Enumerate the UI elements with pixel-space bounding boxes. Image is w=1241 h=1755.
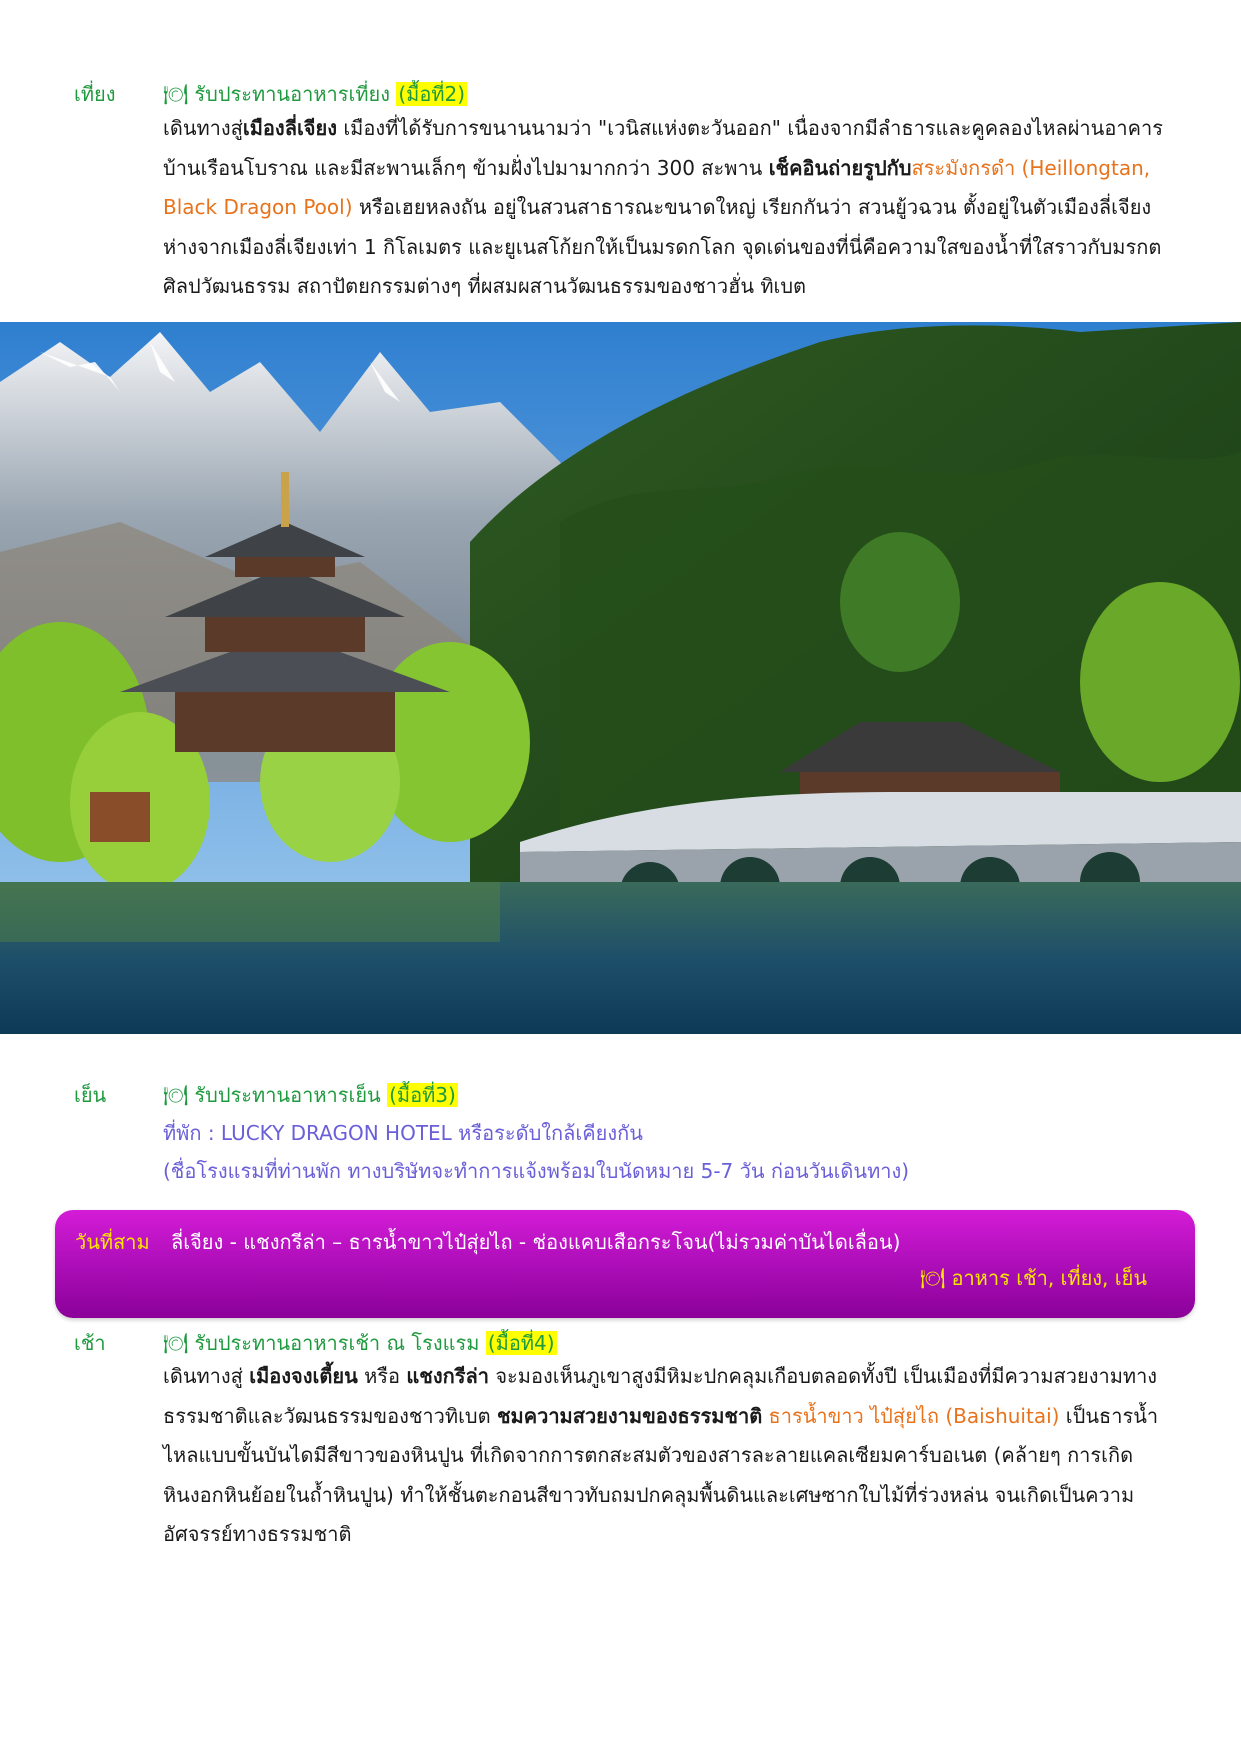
black-dragon-pool-photo: [0, 322, 1241, 1034]
day-three-meals-text: อาหาร เช้า, เที่ยง, เย็น: [951, 1266, 1147, 1290]
dinner-meal-text: รับประทานอาหารเย็น: [194, 1083, 381, 1107]
day-three-banner: [55, 1210, 1195, 1318]
meal-time-label-dinner: เย็น: [74, 1083, 107, 1107]
breakfast-description: เดินทางสู่ เมืองจงเตี้ยน หรือ แชงกรีล่า จะมองเห็นภูเขาสูงมีหิมะปกคลุมเกือบตลอดทั้งปี เป็นเมืองที่มีความสวยงามทางธรรมชาติและวัฒนธรรมของชาวทิเบต ชมความสวยงามของธรรมชาติ ธารน้ำขาว ไป๋สุ่ยไถ (Baishuitai) เป็นธารน้ำไหลแบบขั้นบันไดมีสีขาวของหินปูน ที่เกิดจากการตกสะสมตัวของสารละลายแคลเซียมคาร์บอเนต (คล้ายๆ การเกิดหินงอกหินย้อยในถ้ำหินปูน) ทำให้ชั้นตะกอนสีขาวทับถมปกคลุมพื้นดินและเศษซากใบไม้ที่ร่วงหล่น จนเกิดเป็นความอัศจรรย์ทางธรรมชาติ: [163, 1364, 1159, 1546]
hotel-line: ที่พัก : LUCKY DRAGON HOTEL หรือระดับใกล้เคียงกัน: [163, 1121, 643, 1145]
meal-time-label-breakfast: เช้า: [74, 1331, 106, 1355]
breakfast-meal-text: รับประทานอาหารเช้า ณ โรงแรม: [194, 1331, 480, 1355]
lijiang-city-name: เมืองลี่เจียง: [242, 116, 337, 140]
day-three-label: วันที่สาม: [75, 1230, 150, 1254]
black-dragon-pool-name: สระมังกรดำ (Heillongtan, Black Dragon Pool): [163, 155, 1151, 219]
breakfast-meal-number: (มื้อที่4): [487, 1331, 555, 1355]
lunch-meal-text: รับประทานอาหารเที่ยง: [194, 82, 390, 106]
checkin-photo-text: เช็คอินถ่ายรูปกับ: [768, 155, 912, 180]
shangrila-name: แชงกรีล่า: [406, 1364, 489, 1388]
lunch-description: เดินทางสู่เมืองลี่เจียง เมืองที่ได้รับการขนานนามว่า "เวนิสแห่งตะวันออก" เนื่องจากมีลำธารและคูคลองไหลผ่านอาคารบ้านเรือนโบราณ และมีสะพานเล็กๆ ข้ามฝั่งไปมามากกว่า 300 สะพาน เช็คอินถ่ายรูปกับสระมังกรดำ (Heillongtan, Black Dragon Pool) หรือเฮยหลงถัน อยู่ในสวนสาธารณะขนาดใหญ่ เรียกกันว่า สวนยู้วฉวน ตั้งอยู่ในตัวเมืองลี่เจียง ห่างจากเมืองลี่เจียงเท่า 1 กิโลเมตร และยูเนสโก้ยกให้เป็นมรดกโลก จุดเด่นของที่นี่คือความใสของน้ำที่ใสราวกับมรกต ศิลปวัฒนธรรม สถาปัตยกรรมต่างๆ ที่ผสมผสานวัฒนธรรมของชาวฮั่น ทิเบต: [163, 116, 1163, 298]
plate-icon: 🍽: [920, 1266, 946, 1290]
lunch-meal-number: (มื้อที่2): [398, 82, 466, 106]
dinner-meal-line: [163, 1079, 458, 1111]
breakfast-meal-line: [163, 1327, 557, 1359]
lunch-meal-line: [163, 78, 467, 110]
baishuitai-name: ธารน้ำขาว ไป๋สุ่ยไถ (Baishuitai): [762, 1403, 1060, 1428]
zhongdian-city-name: เมืองจงเตี้ยน: [249, 1364, 358, 1388]
day-three-meals: [920, 1262, 1147, 1294]
plate-icon: 🍽: [163, 1331, 189, 1355]
meal-time-label-lunch: เที่ยง: [74, 82, 116, 106]
plate-icon: 🍽: [163, 82, 189, 106]
day-three-route: ลี่เจียง - แชงกรีล่า – ธารน้ำขาวไป๋สุ่ยไถ - ช่องแคบเสือกระโจน(ไม่รวมค่าบันไดเลื่อน): [171, 1230, 901, 1254]
nature-beauty-text: ชมความสวยงามของธรรมชาติ: [496, 1403, 763, 1428]
hotel-note: (ชื่อโรงแรมที่ท่านพัก ทางบริษัทจะทำการแจ้งพร้อมใบนัดหมาย 5-7 วัน ก่อนวันเดินทาง): [163, 1159, 910, 1183]
plate-icon: 🍽: [163, 1083, 189, 1107]
dinner-meal-number: (มื้อที่3): [389, 1083, 456, 1107]
